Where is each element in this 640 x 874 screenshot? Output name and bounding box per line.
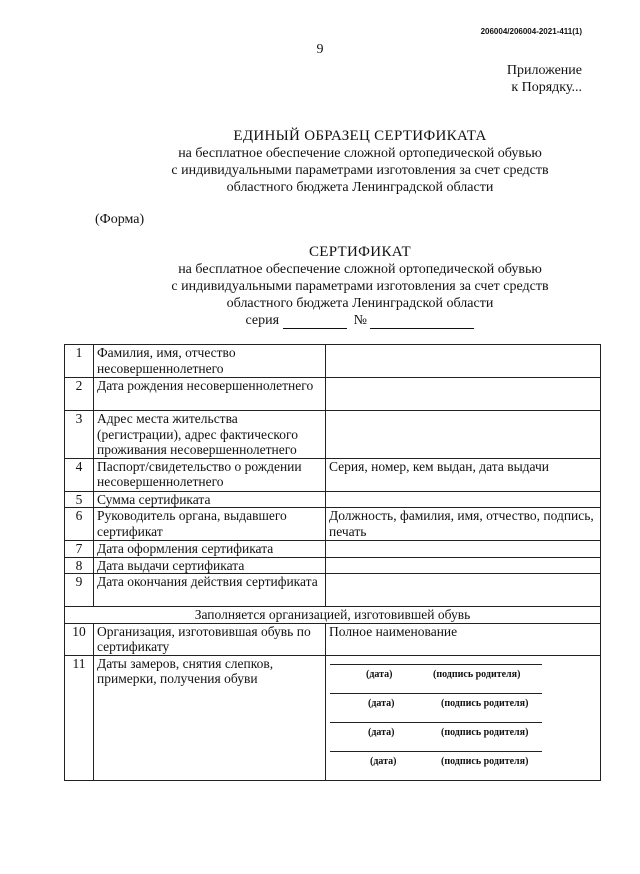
row-number: 6 xyxy=(65,508,94,541)
table-row xyxy=(65,458,601,491)
certificate-heading: СЕРТИФИКАТ xyxy=(308,244,412,260)
series-number-line xyxy=(100,312,620,329)
date-caption: (дата) xyxy=(366,668,393,680)
table-row xyxy=(65,411,601,459)
date-caption: (дата) xyxy=(370,755,397,767)
row-number: 7 xyxy=(65,541,94,558)
row-value[interactable] xyxy=(326,574,601,607)
parent-signature-caption: (подпись родителя) xyxy=(441,755,529,767)
signature-cell xyxy=(326,655,601,780)
certificate-table xyxy=(64,344,601,781)
table-row xyxy=(65,378,601,411)
table-row xyxy=(65,541,601,558)
row-number: 5 xyxy=(65,491,94,508)
table-row xyxy=(65,655,601,780)
signature-line[interactable] xyxy=(330,664,542,665)
row-number: 1 xyxy=(65,345,94,378)
signature-line[interactable] xyxy=(330,693,542,694)
certificate-block xyxy=(100,244,620,329)
section-header-row xyxy=(65,607,601,624)
row-value[interactable] xyxy=(326,378,601,411)
row-number: 4 xyxy=(65,458,94,491)
series-field[interactable] xyxy=(283,315,347,329)
row-value[interactable]: Должность, фамилия, имя, отчество, подпись, печать xyxy=(326,508,601,541)
number-field[interactable] xyxy=(370,315,474,329)
row-number: 3 xyxy=(65,411,94,459)
row-value[interactable]: Серия, номер, кем выдан, дата выдачи xyxy=(326,458,601,491)
row-label: Дата рождения несовершеннолетнего xyxy=(94,378,326,411)
row-label: Паспорт/свидетельство о рождении несовершеннолетнего xyxy=(94,458,326,491)
certificate-line-3: областного бюджета Ленинградской области xyxy=(226,296,494,311)
row-label: Даты замеров, снятия слепков, примерки, получения обуви xyxy=(94,655,326,780)
parent-signature-caption: (подпись родителя) xyxy=(441,726,529,738)
table-row xyxy=(65,574,601,607)
series-label: серия xyxy=(245,313,280,328)
row-label: Организация, изготовившая обувь по сертификату xyxy=(94,623,326,655)
row-label: Дата окончания действия сертификата xyxy=(94,574,326,607)
row-value[interactable] xyxy=(326,345,601,378)
row-label: Сумма сертификата xyxy=(94,491,326,508)
row-number: 8 xyxy=(65,557,94,574)
row-label: Руководитель органа, выдавшего сертификат xyxy=(94,508,326,541)
row-value[interactable]: Полное наименование xyxy=(326,623,601,655)
row-label: Адрес места жительства (регистрации), адрес фактического проживания несовершеннолетнего xyxy=(94,411,326,459)
row-label: Фамилия, имя, отчество несовершеннолетнего xyxy=(94,345,326,378)
title-line-1: на бесплатное обеспечение сложной ортопедической обувью xyxy=(178,146,542,161)
date-caption: (дата) xyxy=(368,697,395,709)
title-block xyxy=(100,128,620,196)
appendix-line-1: Приложение xyxy=(506,63,582,78)
row-value[interactable] xyxy=(326,411,601,459)
table-row xyxy=(65,557,601,574)
section-header: Заполняется организацией, изготовившей обувь xyxy=(65,607,601,624)
form-label: (Форма) xyxy=(95,212,145,227)
title-line-3: областного бюджета Ленинградской области xyxy=(226,180,494,195)
certificate-line-2: с индивидуальными параметрами изготовления за счет средств xyxy=(171,279,549,294)
table-row xyxy=(65,508,601,541)
table-row xyxy=(65,623,601,655)
title-line-2: с индивидуальными параметрами изготовления за счет средств xyxy=(171,163,549,178)
parent-signature-caption: (подпись родителя) xyxy=(441,697,529,709)
appendix-note xyxy=(507,62,582,96)
signature-line[interactable] xyxy=(330,722,542,723)
document-id: 206004/206004-2021-411(1) xyxy=(480,27,582,36)
row-value[interactable] xyxy=(326,541,601,558)
row-number: 9 xyxy=(65,574,94,607)
row-value[interactable] xyxy=(326,557,601,574)
row-label: Дата выдачи сертификата xyxy=(94,557,326,574)
title-heading: ЕДИНЫЙ ОБРАЗЕЦ СЕРТИФИКАТА xyxy=(233,128,487,144)
date-caption: (дата) xyxy=(368,726,395,738)
parent-signature-caption: (подпись родителя) xyxy=(433,668,521,680)
number-label: № xyxy=(353,313,367,328)
table-row xyxy=(65,345,601,378)
page-number: 9 xyxy=(316,42,324,57)
signature-line[interactable] xyxy=(330,751,542,752)
row-value[interactable] xyxy=(326,491,601,508)
table-row xyxy=(65,491,601,508)
row-label: Дата оформления сертификата xyxy=(94,541,326,558)
appendix-line-2: к Порядку... xyxy=(511,80,582,95)
row-number: 10 xyxy=(65,623,94,655)
row-number: 11 xyxy=(65,655,94,780)
certificate-line-1: на бесплатное обеспечение сложной ортопедической обувью xyxy=(178,262,542,277)
row-number: 2 xyxy=(65,378,94,411)
